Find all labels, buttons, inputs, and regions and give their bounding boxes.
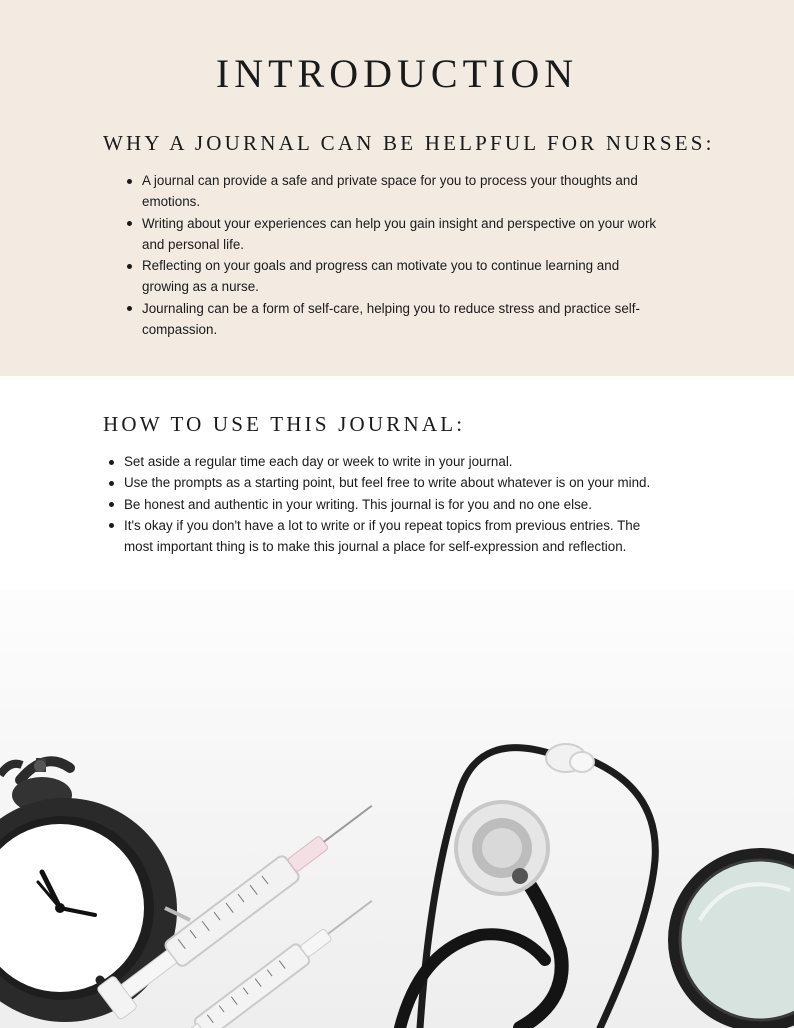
how-list — [107, 451, 667, 557]
why-list — [125, 170, 665, 340]
list-item: Be honest and authentic in your writing. This journal is for you and no one else. — [107, 494, 667, 515]
alarm-clock-icon — [0, 758, 190, 1022]
list-item: Journaling can be a form of self-care, helping you to reduce stress and practice self-compassion. — [125, 298, 665, 341]
how-heading: HOW TO USE THIS JOURNAL: — [103, 412, 466, 436]
medical-tools-photo — [0, 590, 794, 1028]
why-heading: WHY A JOURNAL CAN BE HELPFUL FOR NURSES: — [103, 131, 715, 155]
list-item: Use the prompts as a starting point, but feel free to write about whatever is on your mind. — [107, 472, 667, 493]
list-item: Reflecting on your goals and progress can motivate you to continue learning and growing as a nurse. — [125, 255, 665, 298]
list-item: It's okay if you don't have a lot to write or if you repeat topics from previous entries. The most important thing is to make this journal a place for self-expression and reflection. — [107, 515, 667, 558]
list-item: Writing about your experiences can help you gain insight and perspective on your work and personal life. — [125, 213, 665, 256]
magnifying-glass-icon — [668, 848, 794, 1028]
page-title: INTRODUCTION — [215, 51, 579, 96]
list-item: Set aside a regular time each day or week to write in your journal. — [107, 451, 667, 472]
stethoscope-icon — [400, 744, 655, 1028]
list-item: A journal can provide a safe and private space for you to process your thoughts and emotions. — [125, 170, 665, 213]
